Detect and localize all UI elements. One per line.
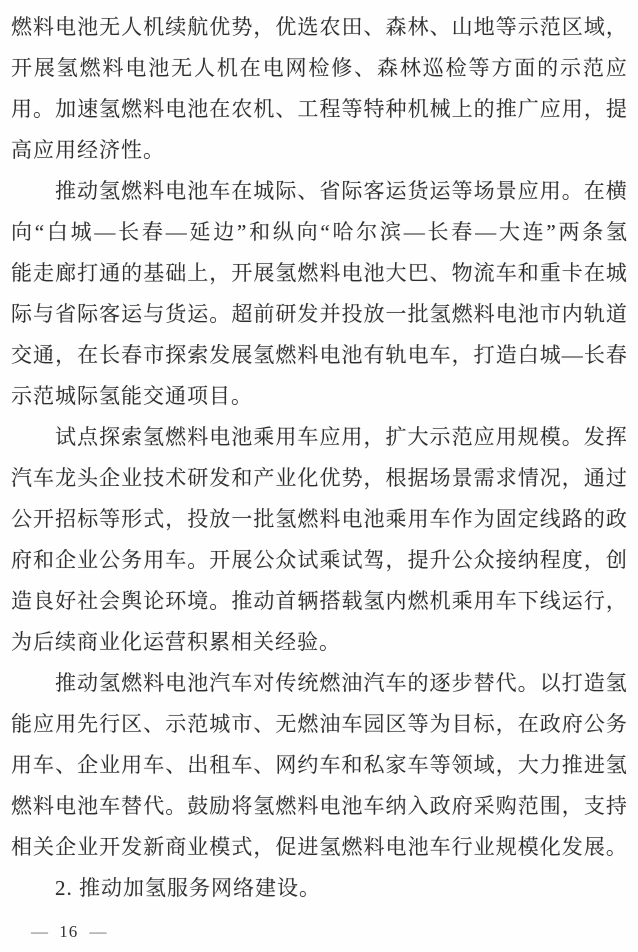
text-line: 燃 料 电 池 无 人 机 续 航 优 势 ， 优 选 农 田 、 森 林 、 山 地 等 示 范 区 域 ， <box>11 15 627 39</box>
text-line: 能 应 用 先 行 区 、 示 范 城 市 、 无 燃 油 车 园 区 等 为 目 标 ， 在 政 府 公 务 <box>11 712 627 736</box>
text-line: 造 良 好 社 会 舆 论 环 境 。 推 动 首 辆 搭 载 氢 内 燃 机 乘 用 车 下 线 运 行 ， <box>11 589 627 613</box>
page-number: 16 <box>59 922 79 941</box>
text-line: 2. 推动加氢服务网络建设。 <box>55 876 321 900</box>
text-line: 燃 料 电 池 车 替 代 。 鼓 励 将 氢 燃 料 电 池 车 纳 入 政 府 采 购 范 围 ， 支 持 <box>11 794 627 818</box>
text-line: 推 动 氢 燃 料 电 池 车 在 城 际 、 省 际 客 运 货 运 等 场 景 应 用 。 在 横 <box>55 179 627 203</box>
footer-dash-right: — <box>89 922 107 941</box>
text-line: 推 动 氢 燃 料 电 池 汽 车 对 传 统 燃 油 汽 车 的 逐 步 替 代 。 以 打 造 氢 <box>55 671 627 695</box>
text-line: 用 车 、 企 业 用 车 、 出 租 车 、 网 约 车 和 私 家 车 等 领 域 ， 大 力 推 进 氢 <box>11 753 627 777</box>
text-line: 用 。 加 速 氢 燃 料 电 池 在 农 机 、 工 程 等 特 种 机 械 上 的 推 广 应 用 ， 提 <box>11 97 627 121</box>
footer-dash-left: — <box>31 922 48 941</box>
body-text <box>11 7 627 909</box>
text-line: 府 和 企 业 公 务 用 车 。 开 展 公 众 试 乘 试 驾 ， 提 升 公 众 接 纳 程 度 ， 创 <box>11 548 627 572</box>
text-line: 相 关 企 业 开 发 新 商 业 模 式 ， 促 进 氢 燃 料 电 池 车 行 业 规 模 化 发 展 。 <box>11 835 627 859</box>
text-line: 试 点 探 索 氢 燃 料 电 池 乘 用 车 应 用 ， 扩 大 示 范 应 用 规 模 。 发 挥 <box>55 425 627 449</box>
text-line: 能 走 廊 打 通 的 基 础 上 ， 开 展 氢 燃 料 电 池 大 巴 、 物 流 车 和 重 卡 在 城 <box>11 261 627 285</box>
text-line: 高应用经济性。 <box>11 138 165 162</box>
page-footer <box>31 922 107 941</box>
text-line: 交 通 ， 在 长 春 市 探 索 发 展 氢 燃 料 电 池 有 轨 电 车 ， 打 造 白 城 — 长 春 <box>11 343 627 367</box>
text-line: 公 开 招 标 等 形 式 ， 投 放 一 批 氢 燃 料 电 池 乘 用 车 作 为 固 定 线 路 的 政 <box>11 507 627 531</box>
text-line: 示范城际氢能交通项目。 <box>11 384 253 408</box>
text-line: 开 展 氢 燃 料 电 池 无 人 机 在 电 网 检 修 、 森 林 巡 检 等 方 面 的 示 范 应 <box>11 56 627 80</box>
text-line: 际 与 省 际 客 运 与 货 运 。 超 前 研 发 并 投 放 一 批 氢 燃 料 电 池 市 内 轨 道 <box>11 302 627 326</box>
text-line: 向 “ 白 城 — 长 春 — 延 边 ” 和 纵 向 “ 哈 尔 滨 — 长 春 — 大 连 ” 两 条 氢 <box>11 220 627 244</box>
text-line: 汽 车 龙 头 企 业 技 术 研 发 和 产 业 化 优 势 ， 根 据 场 景 需 求 情 况 ， 通 过 <box>11 466 627 490</box>
text-line: 为后续商业化运营积累相关经验。 <box>11 630 341 654</box>
